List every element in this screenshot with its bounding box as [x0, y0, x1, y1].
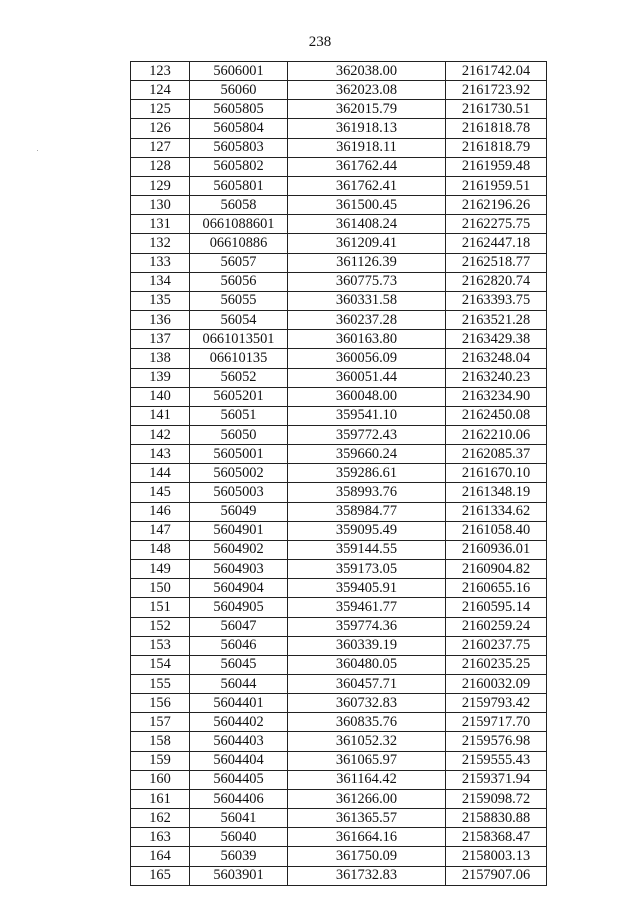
row-index-cell: 147 — [131, 521, 190, 540]
page-number: 238 — [308, 34, 332, 50]
y-coordinate-cell: 2159098.72 — [446, 789, 547, 808]
row-index-cell: 133 — [131, 253, 190, 272]
y-coordinate-cell: 2160595.14 — [446, 598, 547, 617]
y-coordinate-cell: 2159576.98 — [446, 732, 547, 751]
point-id-cell: 06610886 — [190, 234, 288, 253]
x-coordinate-cell: 359405.91 — [288, 579, 446, 598]
point-id-cell: 56052 — [190, 368, 288, 387]
x-coordinate-cell: 360480.05 — [288, 655, 446, 674]
table-row — [131, 675, 547, 694]
point-id-cell: 56057 — [190, 253, 288, 272]
table-row — [131, 311, 547, 330]
x-coordinate-cell: 360051.44 — [288, 368, 446, 387]
row-index-cell: 137 — [131, 330, 190, 349]
row-index-cell: 161 — [131, 789, 190, 808]
table-row — [131, 655, 547, 674]
table-row — [131, 330, 547, 349]
y-coordinate-cell: 2159717.70 — [446, 713, 547, 732]
table-row — [131, 62, 547, 81]
point-id-cell: 56056 — [190, 272, 288, 291]
row-index-cell: 158 — [131, 732, 190, 751]
table-row — [131, 425, 547, 444]
point-id-cell: 56060 — [190, 81, 288, 100]
y-coordinate-cell: 2157907.06 — [446, 866, 547, 885]
point-id-cell: 56055 — [190, 291, 288, 310]
x-coordinate-cell: 361365.57 — [288, 809, 446, 828]
table-row — [131, 540, 547, 559]
table-row — [131, 483, 547, 502]
point-id-cell: 56039 — [190, 847, 288, 866]
x-coordinate-cell: 359541.10 — [288, 406, 446, 425]
row-index-cell: 145 — [131, 483, 190, 502]
x-coordinate-cell: 360457.71 — [288, 675, 446, 694]
row-index-cell: 155 — [131, 675, 190, 694]
table-row — [131, 100, 547, 119]
row-index-cell: 125 — [131, 100, 190, 119]
row-index-cell: 148 — [131, 540, 190, 559]
x-coordinate-cell: 361732.83 — [288, 866, 446, 885]
y-coordinate-cell: 2160936.01 — [446, 540, 547, 559]
table-row — [131, 770, 547, 789]
y-coordinate-cell: 2163234.90 — [446, 387, 547, 406]
point-id-cell: 5604406 — [190, 789, 288, 808]
table-row — [131, 272, 547, 291]
table-row — [131, 157, 547, 176]
point-id-cell: 5605803 — [190, 138, 288, 157]
row-index-cell: 126 — [131, 119, 190, 138]
y-coordinate-cell: 2159793.42 — [446, 694, 547, 713]
x-coordinate-cell: 359461.77 — [288, 598, 446, 617]
row-index-cell: 153 — [131, 636, 190, 655]
row-index-cell: 165 — [131, 866, 190, 885]
point-id-cell: 5605201 — [190, 387, 288, 406]
row-index-cell: 144 — [131, 464, 190, 483]
x-coordinate-cell: 359144.55 — [288, 540, 446, 559]
table-row — [131, 138, 547, 157]
point-id-cell: 5605802 — [190, 157, 288, 176]
y-coordinate-cell: 2163248.04 — [446, 349, 547, 368]
row-index-cell: 141 — [131, 406, 190, 425]
row-index-cell: 162 — [131, 809, 190, 828]
table-row — [131, 636, 547, 655]
row-index-cell: 129 — [131, 176, 190, 195]
point-id-cell: 56044 — [190, 675, 288, 694]
table-row — [131, 349, 547, 368]
table-row — [131, 828, 547, 847]
x-coordinate-cell: 362015.79 — [288, 100, 446, 119]
x-coordinate-cell: 360732.83 — [288, 694, 446, 713]
y-coordinate-cell: 2161334.62 — [446, 502, 547, 521]
table-row — [131, 445, 547, 464]
y-coordinate-cell: 2163240.23 — [446, 368, 547, 387]
row-index-cell: 128 — [131, 157, 190, 176]
point-id-cell: 5604901 — [190, 521, 288, 540]
row-index-cell: 156 — [131, 694, 190, 713]
point-id-cell: 56041 — [190, 809, 288, 828]
row-index-cell: 157 — [131, 713, 190, 732]
table-row — [131, 789, 547, 808]
table-row — [131, 406, 547, 425]
point-id-cell: 5605804 — [190, 119, 288, 138]
y-coordinate-cell: 2160235.25 — [446, 655, 547, 674]
x-coordinate-cell: 360835.76 — [288, 713, 446, 732]
table-row — [131, 387, 547, 406]
y-coordinate-cell: 2161348.19 — [446, 483, 547, 502]
table-row — [131, 713, 547, 732]
point-id-cell: 5604902 — [190, 540, 288, 559]
point-id-cell: 5603901 — [190, 866, 288, 885]
table-row — [131, 215, 547, 234]
row-index-cell: 160 — [131, 770, 190, 789]
table-row — [131, 694, 547, 713]
y-coordinate-cell: 2160032.09 — [446, 675, 547, 694]
x-coordinate-cell: 359772.43 — [288, 425, 446, 444]
x-coordinate-cell: 361918.13 — [288, 119, 446, 138]
y-coordinate-cell: 2161818.78 — [446, 119, 547, 138]
point-id-cell: 5604404 — [190, 751, 288, 770]
coordinate-table — [130, 61, 547, 886]
scan-speck — [37, 150, 38, 151]
table-row — [131, 196, 547, 215]
x-coordinate-cell: 361664.16 — [288, 828, 446, 847]
y-coordinate-cell: 2162820.74 — [446, 272, 547, 291]
x-coordinate-cell: 359095.49 — [288, 521, 446, 540]
x-coordinate-cell: 361750.09 — [288, 847, 446, 866]
x-coordinate-cell: 361762.44 — [288, 157, 446, 176]
x-coordinate-cell: 361126.39 — [288, 253, 446, 272]
x-coordinate-cell: 358984.77 — [288, 502, 446, 521]
y-coordinate-cell: 2162275.75 — [446, 215, 547, 234]
row-index-cell: 139 — [131, 368, 190, 387]
row-index-cell: 131 — [131, 215, 190, 234]
row-index-cell: 150 — [131, 579, 190, 598]
y-coordinate-cell: 2161959.48 — [446, 157, 547, 176]
point-id-cell: 56047 — [190, 617, 288, 636]
row-index-cell: 132 — [131, 234, 190, 253]
y-coordinate-cell: 2163429.38 — [446, 330, 547, 349]
y-coordinate-cell: 2161730.51 — [446, 100, 547, 119]
table-row — [131, 253, 547, 272]
row-index-cell: 151 — [131, 598, 190, 617]
row-index-cell: 149 — [131, 560, 190, 579]
table-row — [131, 291, 547, 310]
point-id-cell: 0661013501 — [190, 330, 288, 349]
table-row — [131, 579, 547, 598]
x-coordinate-cell: 359173.05 — [288, 560, 446, 579]
table-row — [131, 809, 547, 828]
y-coordinate-cell: 2161818.79 — [446, 138, 547, 157]
point-id-cell: 56050 — [190, 425, 288, 444]
row-index-cell: 154 — [131, 655, 190, 674]
y-coordinate-cell: 2160655.16 — [446, 579, 547, 598]
row-index-cell: 152 — [131, 617, 190, 636]
x-coordinate-cell: 361918.11 — [288, 138, 446, 157]
x-coordinate-cell: 361052.32 — [288, 732, 446, 751]
y-coordinate-cell: 2162447.18 — [446, 234, 547, 253]
point-id-cell: 5604904 — [190, 579, 288, 598]
row-index-cell: 140 — [131, 387, 190, 406]
row-index-cell: 130 — [131, 196, 190, 215]
x-coordinate-cell: 361500.45 — [288, 196, 446, 215]
table-row — [131, 368, 547, 387]
y-coordinate-cell: 2160259.24 — [446, 617, 547, 636]
x-coordinate-cell: 360163.80 — [288, 330, 446, 349]
point-id-cell: 56054 — [190, 311, 288, 330]
y-coordinate-cell: 2162450.08 — [446, 406, 547, 425]
point-id-cell: 5604402 — [190, 713, 288, 732]
row-index-cell: 124 — [131, 81, 190, 100]
x-coordinate-cell: 361266.00 — [288, 789, 446, 808]
point-id-cell: 56051 — [190, 406, 288, 425]
row-index-cell: 164 — [131, 847, 190, 866]
table-row — [131, 502, 547, 521]
table-row — [131, 81, 547, 100]
x-coordinate-cell: 358993.76 — [288, 483, 446, 502]
x-coordinate-cell: 361164.42 — [288, 770, 446, 789]
point-id-cell: 5605002 — [190, 464, 288, 483]
row-index-cell: 142 — [131, 425, 190, 444]
table-row — [131, 119, 547, 138]
x-coordinate-cell: 360775.73 — [288, 272, 446, 291]
y-coordinate-cell: 2161959.51 — [446, 176, 547, 195]
y-coordinate-cell: 2161670.10 — [446, 464, 547, 483]
point-id-cell: 5605003 — [190, 483, 288, 502]
point-id-cell: 5605805 — [190, 100, 288, 119]
point-id-cell: 5605001 — [190, 445, 288, 464]
row-index-cell: 146 — [131, 502, 190, 521]
y-coordinate-cell: 2158368.47 — [446, 828, 547, 847]
y-coordinate-cell: 2160904.82 — [446, 560, 547, 579]
table-row — [131, 521, 547, 540]
y-coordinate-cell: 2158830.88 — [446, 809, 547, 828]
table-row — [131, 176, 547, 195]
x-coordinate-cell: 359774.36 — [288, 617, 446, 636]
point-id-cell: 06610135 — [190, 349, 288, 368]
row-index-cell: 143 — [131, 445, 190, 464]
y-coordinate-cell: 2159371.94 — [446, 770, 547, 789]
x-coordinate-cell: 361408.24 — [288, 215, 446, 234]
row-index-cell: 159 — [131, 751, 190, 770]
x-coordinate-cell: 360331.58 — [288, 291, 446, 310]
x-coordinate-cell: 359286.61 — [288, 464, 446, 483]
point-id-cell: 56045 — [190, 655, 288, 674]
y-coordinate-cell: 2158003.13 — [446, 847, 547, 866]
x-coordinate-cell: 362038.00 — [288, 62, 446, 81]
table-row — [131, 598, 547, 617]
y-coordinate-cell: 2162210.06 — [446, 425, 547, 444]
y-coordinate-cell: 2161058.40 — [446, 521, 547, 540]
point-id-cell: 56040 — [190, 828, 288, 847]
point-id-cell: 5604905 — [190, 598, 288, 617]
x-coordinate-cell: 359660.24 — [288, 445, 446, 464]
point-id-cell: 56046 — [190, 636, 288, 655]
row-index-cell: 138 — [131, 349, 190, 368]
row-index-cell: 134 — [131, 272, 190, 291]
x-coordinate-cell: 360048.00 — [288, 387, 446, 406]
y-coordinate-cell: 2163521.28 — [446, 311, 547, 330]
table-row — [131, 866, 547, 885]
table-row — [131, 732, 547, 751]
x-coordinate-cell: 360237.28 — [288, 311, 446, 330]
y-coordinate-cell: 2161742.04 — [446, 62, 547, 81]
row-index-cell: 127 — [131, 138, 190, 157]
y-coordinate-cell: 2163393.75 — [446, 291, 547, 310]
table-row — [131, 847, 547, 866]
x-coordinate-cell: 361762.41 — [288, 176, 446, 195]
x-coordinate-cell: 361209.41 — [288, 234, 446, 253]
point-id-cell: 5604405 — [190, 770, 288, 789]
point-id-cell: 5606001 — [190, 62, 288, 81]
x-coordinate-cell: 360056.09 — [288, 349, 446, 368]
y-coordinate-cell: 2162196.26 — [446, 196, 547, 215]
y-coordinate-cell: 2159555.43 — [446, 751, 547, 770]
table-row — [131, 234, 547, 253]
row-index-cell: 136 — [131, 311, 190, 330]
y-coordinate-cell: 2162518.77 — [446, 253, 547, 272]
point-id-cell: 56049 — [190, 502, 288, 521]
table-row — [131, 560, 547, 579]
x-coordinate-cell: 360339.19 — [288, 636, 446, 655]
table-row — [131, 751, 547, 770]
table-row — [131, 617, 547, 636]
y-coordinate-cell: 2160237.75 — [446, 636, 547, 655]
row-index-cell: 123 — [131, 62, 190, 81]
point-id-cell: 5605801 — [190, 176, 288, 195]
x-coordinate-cell: 361065.97 — [288, 751, 446, 770]
table-body — [131, 62, 547, 886]
x-coordinate-cell: 362023.08 — [288, 81, 446, 100]
point-id-cell: 5604403 — [190, 732, 288, 751]
point-id-cell: 56058 — [190, 196, 288, 215]
row-index-cell: 163 — [131, 828, 190, 847]
y-coordinate-cell: 2162085.37 — [446, 445, 547, 464]
row-index-cell: 135 — [131, 291, 190, 310]
table-row — [131, 464, 547, 483]
point-id-cell: 5604401 — [190, 694, 288, 713]
point-id-cell: 5604903 — [190, 560, 288, 579]
point-id-cell: 0661088601 — [190, 215, 288, 234]
y-coordinate-cell: 2161723.92 — [446, 81, 547, 100]
